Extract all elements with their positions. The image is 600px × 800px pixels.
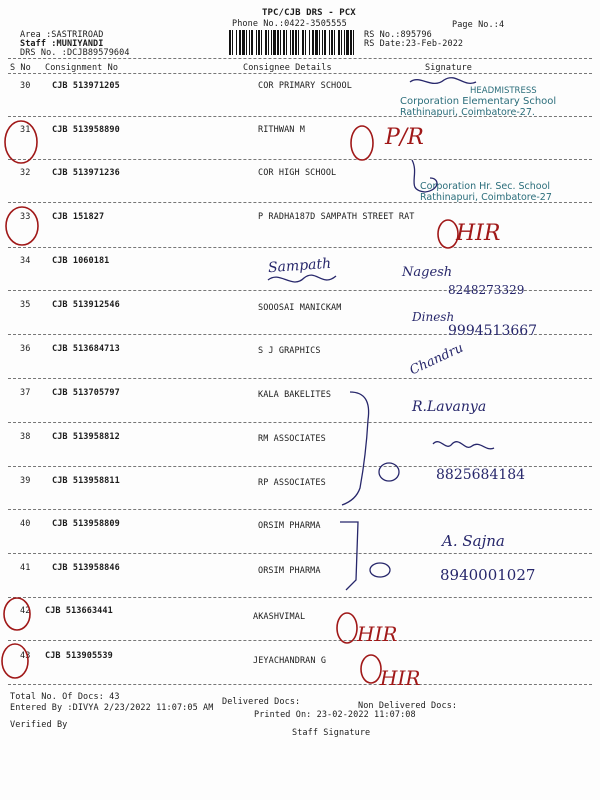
signature-scribble bbox=[433, 442, 494, 449]
circle-mark bbox=[370, 563, 390, 577]
verified-by: Verified By bbox=[10, 720, 68, 730]
row-consignment-no: CJB 1060181 bbox=[52, 256, 110, 266]
row-sno: 30 bbox=[20, 81, 31, 91]
col-consignment: Consignment No bbox=[45, 63, 119, 73]
handwritten-signature: Nagesh bbox=[402, 265, 453, 280]
row-consignment-no: CJB 513912546 bbox=[52, 300, 120, 310]
row-sno: 36 bbox=[20, 344, 31, 354]
row-consignee: AKASHVIMAL bbox=[253, 612, 306, 622]
col-signature: Signature bbox=[425, 63, 472, 73]
school-stamp-2: Corporation Hr. Sec. School Rathinapuri, Coimbatore-27 bbox=[420, 181, 552, 203]
row-consignment-no: CJB 513971205 bbox=[52, 81, 120, 91]
circle-mark bbox=[2, 644, 31, 678]
row-consignee: COR HIGH SCHOOL bbox=[258, 168, 337, 178]
circle-mark bbox=[337, 613, 357, 643]
row-consignee: P RADHA187D SAMPATH STREET RAT bbox=[258, 212, 415, 222]
row-consignment-no: CJB 513971236 bbox=[52, 168, 120, 178]
row-consignment-no: CJB 513958809 bbox=[52, 519, 120, 529]
row-consignment-no: CJB 513684713 bbox=[52, 344, 120, 354]
signature-scribble bbox=[410, 78, 476, 84]
row-consignment-no: CJB 513958846 bbox=[52, 563, 120, 573]
circle-mark bbox=[438, 220, 458, 248]
row-sno: 37 bbox=[20, 388, 31, 398]
page-number: Page No.:4 bbox=[452, 20, 505, 30]
row-consignee: S J GRAPHICS bbox=[258, 346, 321, 356]
row-sno: 39 bbox=[20, 476, 31, 486]
non-delivered-docs: Non Delivered Docs: bbox=[358, 701, 458, 711]
handwritten-signature: A. Sajna bbox=[442, 532, 505, 550]
staff-signature: Staff Signature bbox=[292, 728, 371, 738]
total-docs: Total No. Of Docs: 43 bbox=[10, 692, 120, 702]
handwritten-signature: Chandru bbox=[407, 340, 466, 379]
handwritten-signature: Dinesh bbox=[412, 310, 455, 324]
circle-mark bbox=[379, 463, 399, 481]
handwritten-phone: 8248273329 bbox=[448, 283, 525, 297]
circle-mark bbox=[6, 207, 38, 245]
signature-scribble bbox=[412, 160, 437, 192]
row-sno: 31 bbox=[20, 125, 31, 135]
row-sno: 34 bbox=[20, 256, 31, 266]
row-consignee: RM ASSOCIATES bbox=[258, 434, 326, 444]
circle-mark bbox=[351, 126, 373, 160]
row-consignment-no: CJB 513663441 bbox=[45, 606, 113, 616]
rs-number: RS No.:895796 bbox=[364, 30, 432, 40]
col-consignee: Consignee Details bbox=[243, 63, 332, 73]
circle-mark bbox=[5, 121, 37, 163]
col-sno: S No bbox=[10, 63, 31, 73]
handwritten-phone: 9994513667 bbox=[448, 323, 538, 339]
handwritten-status: HIR bbox=[456, 221, 501, 246]
row-sno: 41 bbox=[20, 563, 31, 573]
row-sno: 32 bbox=[20, 168, 31, 178]
school-stamp-1: HEADMISTRESS Corporation Elementary School Rathinapuri, Coimbatore-27. bbox=[400, 86, 557, 118]
row-consignment-no: CJB 513905539 bbox=[45, 651, 113, 661]
report-title: TPC/CJB DRS - PCX bbox=[262, 8, 356, 18]
drs-number: DRS No. :DCJB89579604 bbox=[20, 48, 130, 58]
staff-field: Staff :MUNIYANDI bbox=[20, 39, 104, 49]
printed-on: Printed On: 23-02-2022 11:07:08 bbox=[254, 710, 416, 720]
delivered-docs: Delivered Docs: bbox=[222, 697, 301, 707]
handwritten-phone: 8825684184 bbox=[436, 467, 526, 483]
row-consignee: JEYACHANDRAN G bbox=[253, 656, 327, 666]
row-consignment-no: CJB 513958812 bbox=[52, 432, 120, 442]
bracket-mark bbox=[340, 522, 358, 590]
area-field: Area :SASTRIROAD bbox=[20, 30, 104, 40]
row-sno: 33 bbox=[20, 212, 31, 222]
handwritten-signature: Sampath bbox=[267, 255, 332, 277]
row-consignment-no: CJB 513958811 bbox=[52, 476, 120, 486]
rs-date: RS Date:23-Feb-2022 bbox=[364, 39, 464, 49]
circle-mark bbox=[361, 655, 381, 683]
handwritten-phone: 8940001027 bbox=[440, 566, 536, 584]
handwritten-signature: R.Lavanya bbox=[412, 399, 487, 415]
row-sno: 38 bbox=[20, 432, 31, 442]
handwritten-status: HIR bbox=[357, 622, 398, 646]
row-sno: 35 bbox=[20, 300, 31, 310]
bracket-mark bbox=[342, 392, 369, 505]
row-sno: 43 bbox=[20, 651, 31, 661]
row-sno: 42 bbox=[20, 606, 31, 616]
row-consignee: KALA BAKELITES bbox=[258, 390, 332, 400]
signature-scribble bbox=[268, 275, 336, 282]
row-consignee: RP ASSOCIATES bbox=[258, 478, 326, 488]
row-consignment-no: CJB 151827 bbox=[52, 212, 105, 222]
row-sno: 40 bbox=[20, 519, 31, 529]
row-consignee: SOOOSAI MANICKAM bbox=[258, 303, 342, 313]
row-consignee: COR PRIMARY SCHOOL bbox=[258, 81, 352, 91]
entered-by: Entered By :DIVYA 2/23/2022 11:07:05 AM bbox=[10, 703, 214, 713]
circle-mark bbox=[4, 598, 30, 630]
row-consignment-no: CJB 513705797 bbox=[52, 388, 120, 398]
row-consignment-no: CJB 513958890 bbox=[52, 125, 120, 135]
handwritten-status: HIR bbox=[380, 666, 421, 690]
row-consignee: RITHWAN M bbox=[258, 125, 305, 135]
handwritten-status: P/R bbox=[385, 125, 424, 150]
row-consignee: ORSIM PHARMA bbox=[258, 521, 321, 531]
row-consignee: ORSIM PHARMA bbox=[258, 566, 321, 576]
phone-number: Phone No.:0422-3505555 bbox=[232, 19, 347, 29]
